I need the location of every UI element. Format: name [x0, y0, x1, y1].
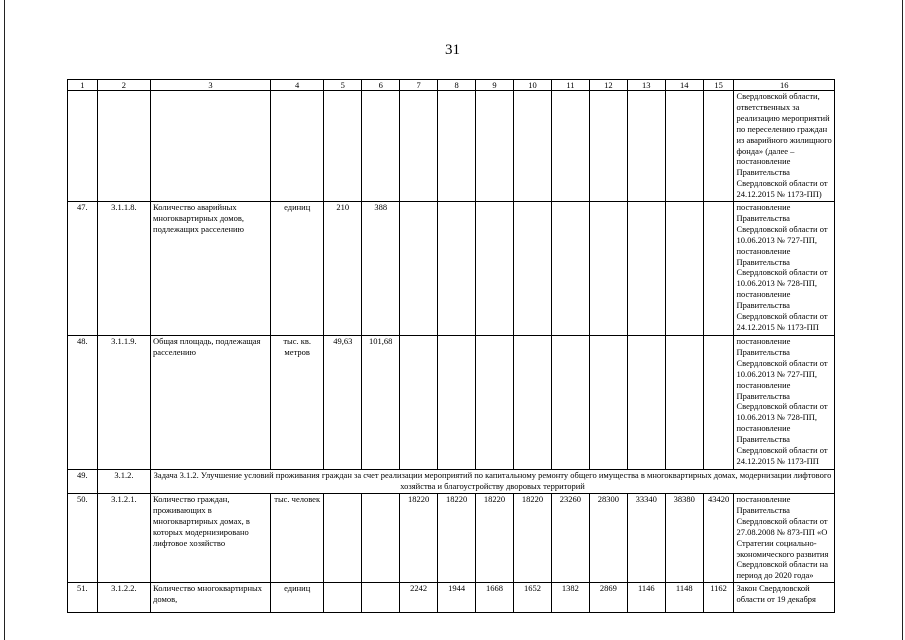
page-number: 31 — [445, 42, 460, 58]
value-cell: 18220 — [400, 494, 438, 583]
value-cell: 2242 — [400, 583, 438, 613]
col-header: 11 — [551, 80, 589, 91]
table-row — [68, 470, 835, 494]
unit-cell: тыс. человек — [271, 494, 324, 583]
value-cell: 1944 — [438, 583, 476, 613]
task-heading: Задача 3.1.2. Улучшение условий проживания граждан за счет реализации мероприятий по капитальному ремонту общего имущества в многоквартирных домах, модернизации лифтового хозяйства и благоустройству дворовых территорий — [151, 470, 835, 494]
row-number: 48. — [68, 336, 98, 470]
value-cell: 23260 — [551, 494, 589, 583]
indicator-code: 3.1.2. — [97, 470, 150, 494]
value-cell: 33340 — [627, 494, 665, 583]
value-cell: 1162 — [703, 583, 734, 613]
column-number-row — [68, 80, 835, 91]
indicator-code: 3.1.1.9. — [97, 336, 150, 470]
unit-cell: единиц — [271, 583, 324, 613]
col-header: 16 — [734, 80, 835, 91]
col-header: 5 — [324, 80, 362, 91]
row-number: 47. — [68, 202, 98, 336]
value-cell: 210 — [324, 202, 362, 336]
table-row — [68, 202, 835, 336]
table-row — [68, 494, 835, 583]
indicator-name: Количество аварийных многоквартирных домов, подлежащих расселению — [151, 202, 271, 336]
indicators-table — [67, 79, 835, 613]
col-header: 12 — [589, 80, 627, 91]
col-header: 4 — [271, 80, 324, 91]
unit-cell: единиц — [271, 202, 324, 336]
row-number: 49. — [68, 470, 98, 494]
row-number: 51. — [68, 583, 98, 613]
indicator-name: Количество граждан, проживающих в многоквартирных домах, в которых модернизировано лифтовое хозяйство — [151, 494, 271, 583]
table-row — [68, 583, 835, 613]
legal-basis-cell: постановление Правительства Свердловской области от 10.06.2013 № 727-ПП, постановление Правительства Свердловской области от 10.06.2013 № 728-ПП, постановление Правительства Свердловской области от 24.12.2015 № 1173-ПП — [734, 336, 835, 470]
legal-basis-cell: Свердловской области, ответственных за реализацию мероприятий по переселению граждан из аварийного жилищного фонда» (далее – постановление Правительства Свердловской области от 24.12.2015 № 1173-ПП) — [734, 91, 835, 202]
indicator-code: 3.1.2.2. — [97, 583, 150, 613]
value-cell: 101,68 — [362, 336, 400, 470]
value-cell: 28300 — [589, 494, 627, 583]
col-header: 2 — [97, 80, 150, 91]
value-cell: 49,63 — [324, 336, 362, 470]
col-header: 6 — [362, 80, 400, 91]
unit-cell: тыс. кв. метров — [271, 336, 324, 470]
indicator-code: 3.1.2.1. — [97, 494, 150, 583]
row-number: 50. — [68, 494, 98, 583]
col-header: 14 — [665, 80, 703, 91]
value-cell: 18220 — [438, 494, 476, 583]
col-header: 13 — [627, 80, 665, 91]
legal-basis-cell: Закон Свердловской области от 19 декабря — [734, 583, 835, 613]
indicator-name: Общая площадь, подлежащая расселению — [151, 336, 271, 470]
indicator-name: Количество многоквартирных домов, — [151, 583, 271, 613]
legal-basis-cell: постановление Правительства Свердловской области от 10.06.2013 № 727-ПП, постановление Правительства Свердловской области от 10.06.2013 № 728-ПП, постановление Правительства Свердловской области от 24.12.2015 № 1173-ПП — [734, 202, 835, 336]
value-cell: 38380 — [665, 494, 703, 583]
value-cell: 2869 — [589, 583, 627, 613]
value-cell: 1668 — [476, 583, 514, 613]
value-cell: 388 — [362, 202, 400, 336]
legal-basis-cell: постановление Правительства Свердловской области от 27.08.2008 № 873-ПП «О Стратегии социально-экономического развития Свердловской области на период до 2020 года» — [734, 494, 835, 583]
value-cell: 1652 — [514, 583, 552, 613]
col-header: 3 — [151, 80, 271, 91]
value-cell: 18220 — [476, 494, 514, 583]
indicator-code: 3.1.1.8. — [97, 202, 150, 336]
value-cell: 1382 — [551, 583, 589, 613]
col-header: 1 — [68, 80, 98, 91]
value-cell: 18220 — [514, 494, 552, 583]
col-header: 9 — [476, 80, 514, 91]
value-cell: 1146 — [627, 583, 665, 613]
table-row — [68, 336, 835, 470]
col-header: 15 — [703, 80, 734, 91]
value-cell: 43420 — [703, 494, 734, 583]
value-cell: 1148 — [665, 583, 703, 613]
table-row — [68, 91, 835, 202]
col-header: 8 — [438, 80, 476, 91]
col-header: 7 — [400, 80, 438, 91]
col-header: 10 — [514, 80, 552, 91]
